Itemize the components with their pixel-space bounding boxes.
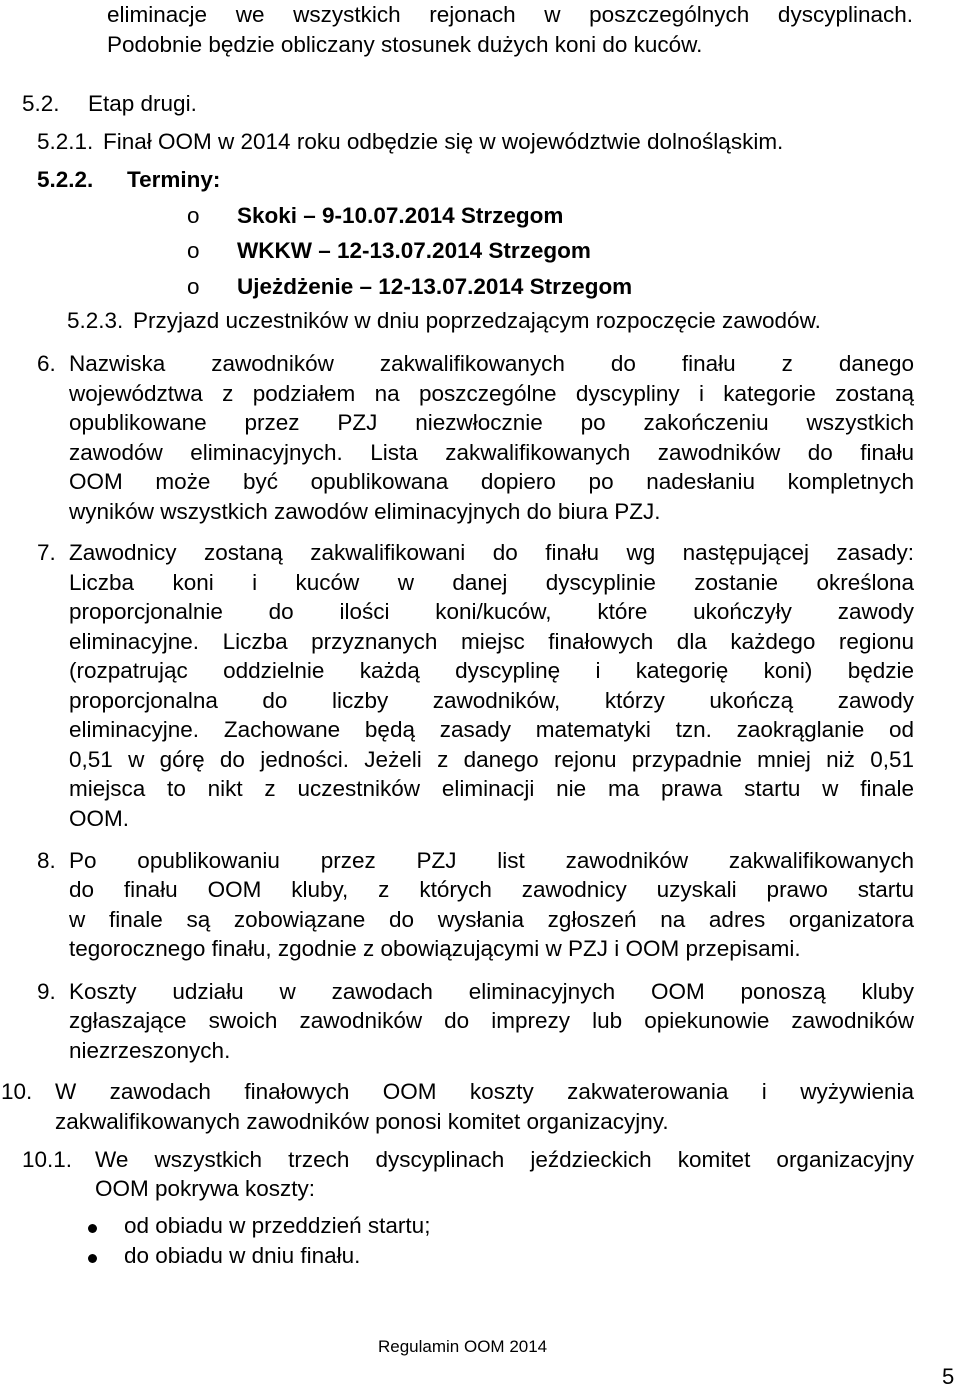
point-6-number: 6. [37,351,56,376]
point-7-line-3: proporcjonalnie do ilości koni/kuców, które ukończyły zawody [69,599,914,624]
term-bullet-2: o [187,238,200,263]
point-9-line-1: Koszty udziału w zawodach eliminacyjnych OOM ponoszą kluby [69,979,914,1004]
section-5-2-2-title: Terminy: [127,167,221,192]
point-8-line-4: tegorocznego finału, zgodnie z obowiązującymi w PZJ i OOM przepisami. [69,936,801,961]
footer-text: Regulamin OOM 2014 [378,1337,548,1356]
point-10-number: 10. [1,1079,33,1104]
term-bullet-3: o [187,274,200,299]
term-item-skoki: Skoki – 9-10.07.2014 Strzegom [237,203,564,228]
point-7-line-1: Zawodnicy zostaną zakwalifikowani do finału wg następującej zasady: [69,540,914,565]
section-5-2-3-number: 5.2.3. [67,308,124,333]
point-9-line-2: zgłaszające swoich zawodników do imprezy lub opiekunowie zawodników [69,1008,914,1033]
point-6-line-3: opublikowane przez PZJ niezwłocznie po zakończeniu wszystkich [69,410,914,435]
point-9-line-3: niezrzeszonych. [69,1038,231,1063]
point-7-line-4: eliminacyjne. Liczba przyznanych miejsc finałowych dla każdego regionu [69,629,914,654]
point-6-line-4: zawodów eliminacyjnych. Lista zakwalifikowanych zawodników do finału [69,440,914,465]
point-7-line-9: miejsca to nikt z uczestników eliminacji nie ma prawa startu w finale [69,776,914,801]
section-5-2-2-number: 5.2.2. [37,167,94,192]
point-10-line-2: zakwalifikowanych zawodników ponosi komitet organizacyjny. [55,1109,669,1134]
intro-line-2: Podobnie będzie obliczany stosunek dużych koni do kuców. [107,32,703,57]
point-6-line-2: województwa z podziałem na poszczególne dyscypliny i kategorie zostaną [69,381,914,406]
point-7-line-2: Liczba koni i kuców w danej dyscyplinie zostanie określona [69,570,914,595]
section-5-2-1-number: 5.2.1. [37,129,94,154]
point-10-1-line-1: We wszystkich trzech dyscyplinach jeździeckich komitet organizacyjny [95,1147,914,1172]
point-8-number: 8. [37,848,56,873]
point-10-1-line-2: OOM pokrywa koszty: [95,1176,316,1201]
point-8-line-2: do finału OOM kluby, z których zawodnicy uzyskali prawo startu [69,877,914,902]
cost-item-2: do obiadu w dniu finału. [124,1243,361,1268]
point-7-line-5: (rozpatrując oddzielnie każdą dyscyplinę i kategorię koni) będzie [69,658,914,683]
point-10-line-1: W zawodach finałowych OOM koszty zakwaterowania i wyżywienia [55,1079,914,1104]
page-number: 5 [942,1364,955,1389]
point-7-number: 7. [37,540,56,565]
section-5-2-number: 5.2. [22,91,60,116]
point-6-line-6: wyników wszystkich zawodów eliminacyjnych do biura PZJ. [69,499,661,524]
section-5-2-title: Etap drugi. [88,91,197,116]
intro-line-1: eliminacje we wszystkich rejonach w poszczególnych dyscyplinach. [107,2,913,27]
term-item-ujezdzenie: Ujeżdżenie – 12-13.07.2014 Strzegom [237,274,633,299]
point-6-line-1: Nazwiska zawodników zakwalifikowanych do finału z danego [69,351,914,376]
point-8-line-1: Po opublikowaniu przez PZJ list zawodników zakwalifikowanych [69,848,914,873]
point-7-line-7: eliminacyjne. Zachowane będą zasady matematyki tzn. zaokrąglanie od [69,717,914,742]
point-7-line-10: OOM. [69,806,129,831]
section-5-2-1-text: Finał OOM w 2014 roku odbędzie się w województwie dolnośląskim. [103,129,784,154]
cost-item-1: od obiadu w przeddzień startu; [124,1213,431,1238]
point-6-line-5: OOM może być opublikowana dopiero po nadesłaniu kompletnych [69,469,914,494]
bullet-dot-icon [88,1254,97,1263]
point-8-line-3: w finale są zobowiązane do wysłania zgłoszeń na adres organizatora [69,907,914,932]
point-10-1-number: 10.1. [22,1147,73,1172]
point-7-line-6: proporcjonalna do liczby zawodników, którzy ukończą zawody [69,688,914,713]
point-9-number: 9. [37,979,56,1004]
point-7-line-8: 0,51 w górę do jedności. Jeżeli z danego rejonu przypadnie mniej niż 0,51 [69,747,914,772]
term-bullet-1: o [187,203,200,228]
term-item-wkkw: WKKW – 12-13.07.2014 Strzegom [237,238,591,263]
bullet-dot-icon [88,1224,97,1233]
section-5-2-3-text: Przyjazd uczestników w dniu poprzedzającym rozpoczęcie zawodów. [133,308,821,333]
